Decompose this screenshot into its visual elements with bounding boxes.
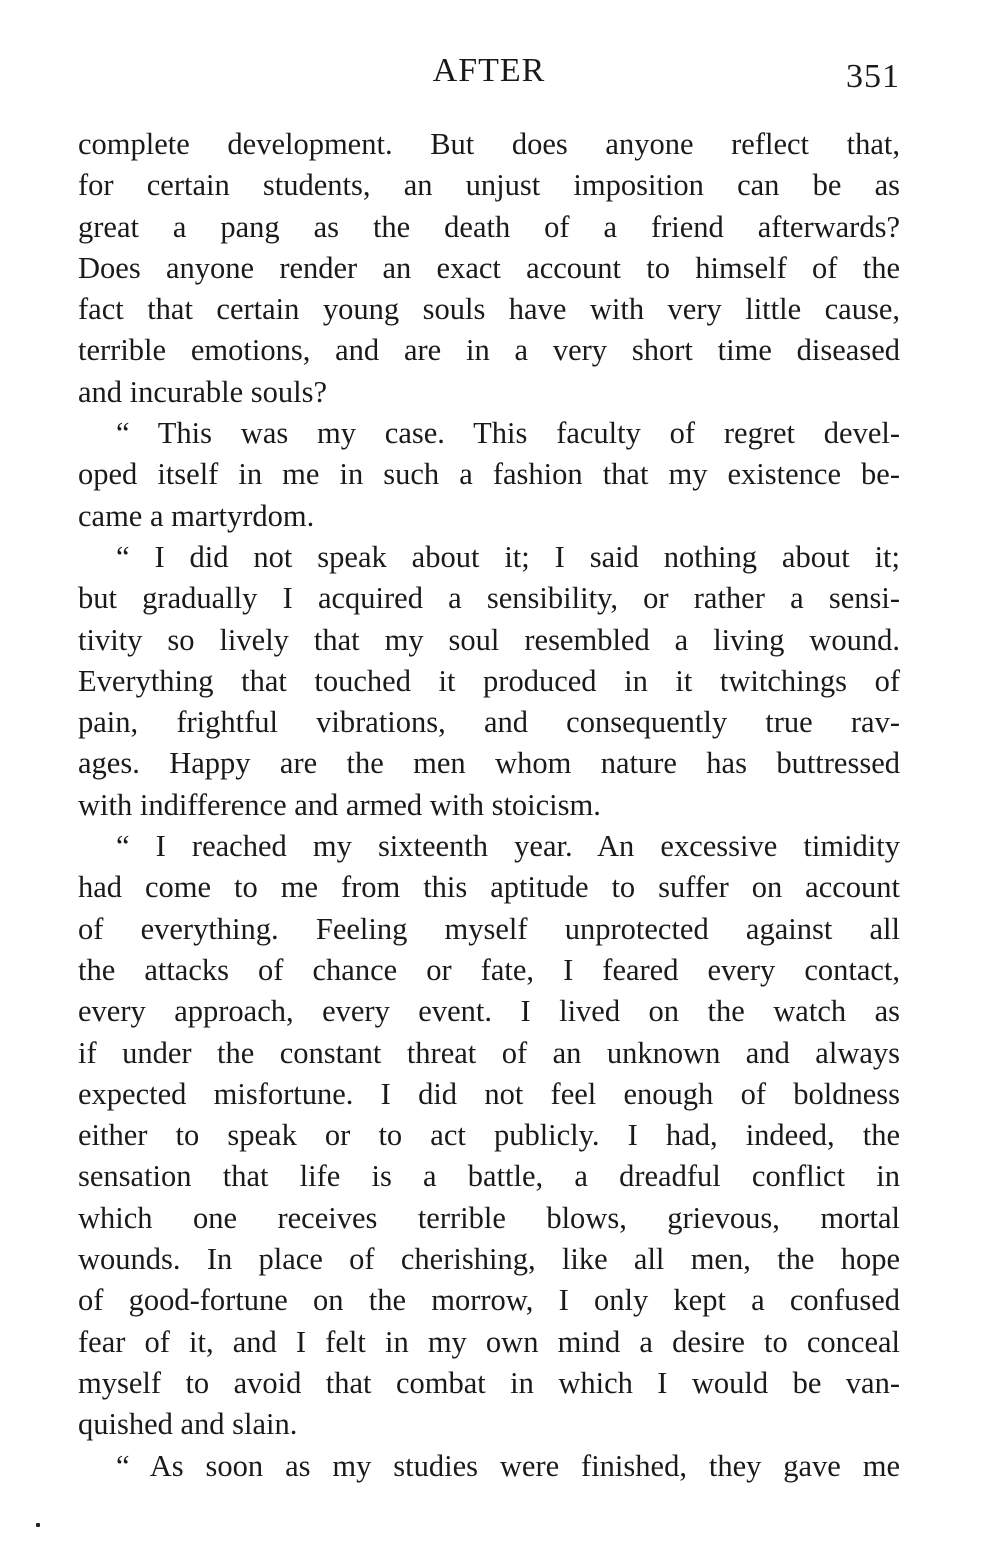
text-line: “ This was my case. This faculty of regret devel- [116,416,900,451]
text-line: “ I did not speak about it; I said nothing about it; [116,539,900,574]
text-line: either to speak or to act publicly. I had, indeed, the [78,1118,900,1153]
body-text [78,124,900,1487]
text-line: with indifference and armed with stoicism. [78,787,601,822]
text-line: pain, frightful vibrations, and consequently true rav- [78,705,900,740]
text-line: but gradually I acquired a sensibility, or rather a sensi- [78,581,900,616]
page-header [78,52,900,102]
print-speck-mark [36,1523,40,1527]
running-title: AFTER [432,52,546,89]
text-line: oped itself in me in such a fashion that my existence be- [78,457,900,492]
page-number: 351 [846,58,900,95]
text-line: for certain students, an unjust imposition can be as [78,168,900,203]
text-line: complete development. But does anyone reflect that, [78,127,900,161]
text-line: great a pang as the death of a friend afterwards? [78,209,900,244]
text-line: “ As soon as my studies were finished, they gave me [116,1448,900,1483]
text-line: of everything. Feeling myself unprotected against all [78,911,900,946]
text-line: had come to me from this aptitude to suffer on account [78,870,900,905]
text-line: Everything that touched it produced in it twitchings of [78,663,900,698]
text-line: if under the constant threat of an unknown and always [78,1035,900,1070]
text-line: and incurable souls? [78,374,328,409]
text-line: which one receives terrible blows, grievous, mortal [78,1200,900,1235]
text-line: “ I reached my sixteenth year. An excessive timidity [116,829,900,864]
text-line: every approach, every event. I lived on the watch as [78,994,900,1029]
text-line: ages. Happy are the men whom nature has buttressed [78,746,900,781]
text-line: came a martyrdom. [78,498,315,533]
text-line: Does anyone render an exact account to himself of the [78,250,900,285]
text-line: fact that certain young souls have with very little cause, [78,292,900,327]
text-line: expected misfortune. I did not feel enough of boldness [78,1076,900,1111]
text-line: terrible emotions, and are in a very short time diseased [78,333,900,368]
text-line: myself to avoid that combat in which I would be van- [78,1365,900,1400]
text-line: wounds. In place of cherishing, like all men, the hope [78,1242,900,1277]
text-line: of good-fortune on the morrow, I only kept a confused [78,1283,900,1318]
text-line: fear of it, and I felt in my own mind a desire to conceal [78,1324,900,1359]
text-line: tivity so lively that my soul resembled a living wound. [78,622,900,657]
text-line: quished and slain. [78,1407,298,1442]
text-line: sensation that life is a battle, a dreadful conflict in [78,1159,900,1194]
text-line: the attacks of chance or fate, I feared every contact, [78,952,900,987]
